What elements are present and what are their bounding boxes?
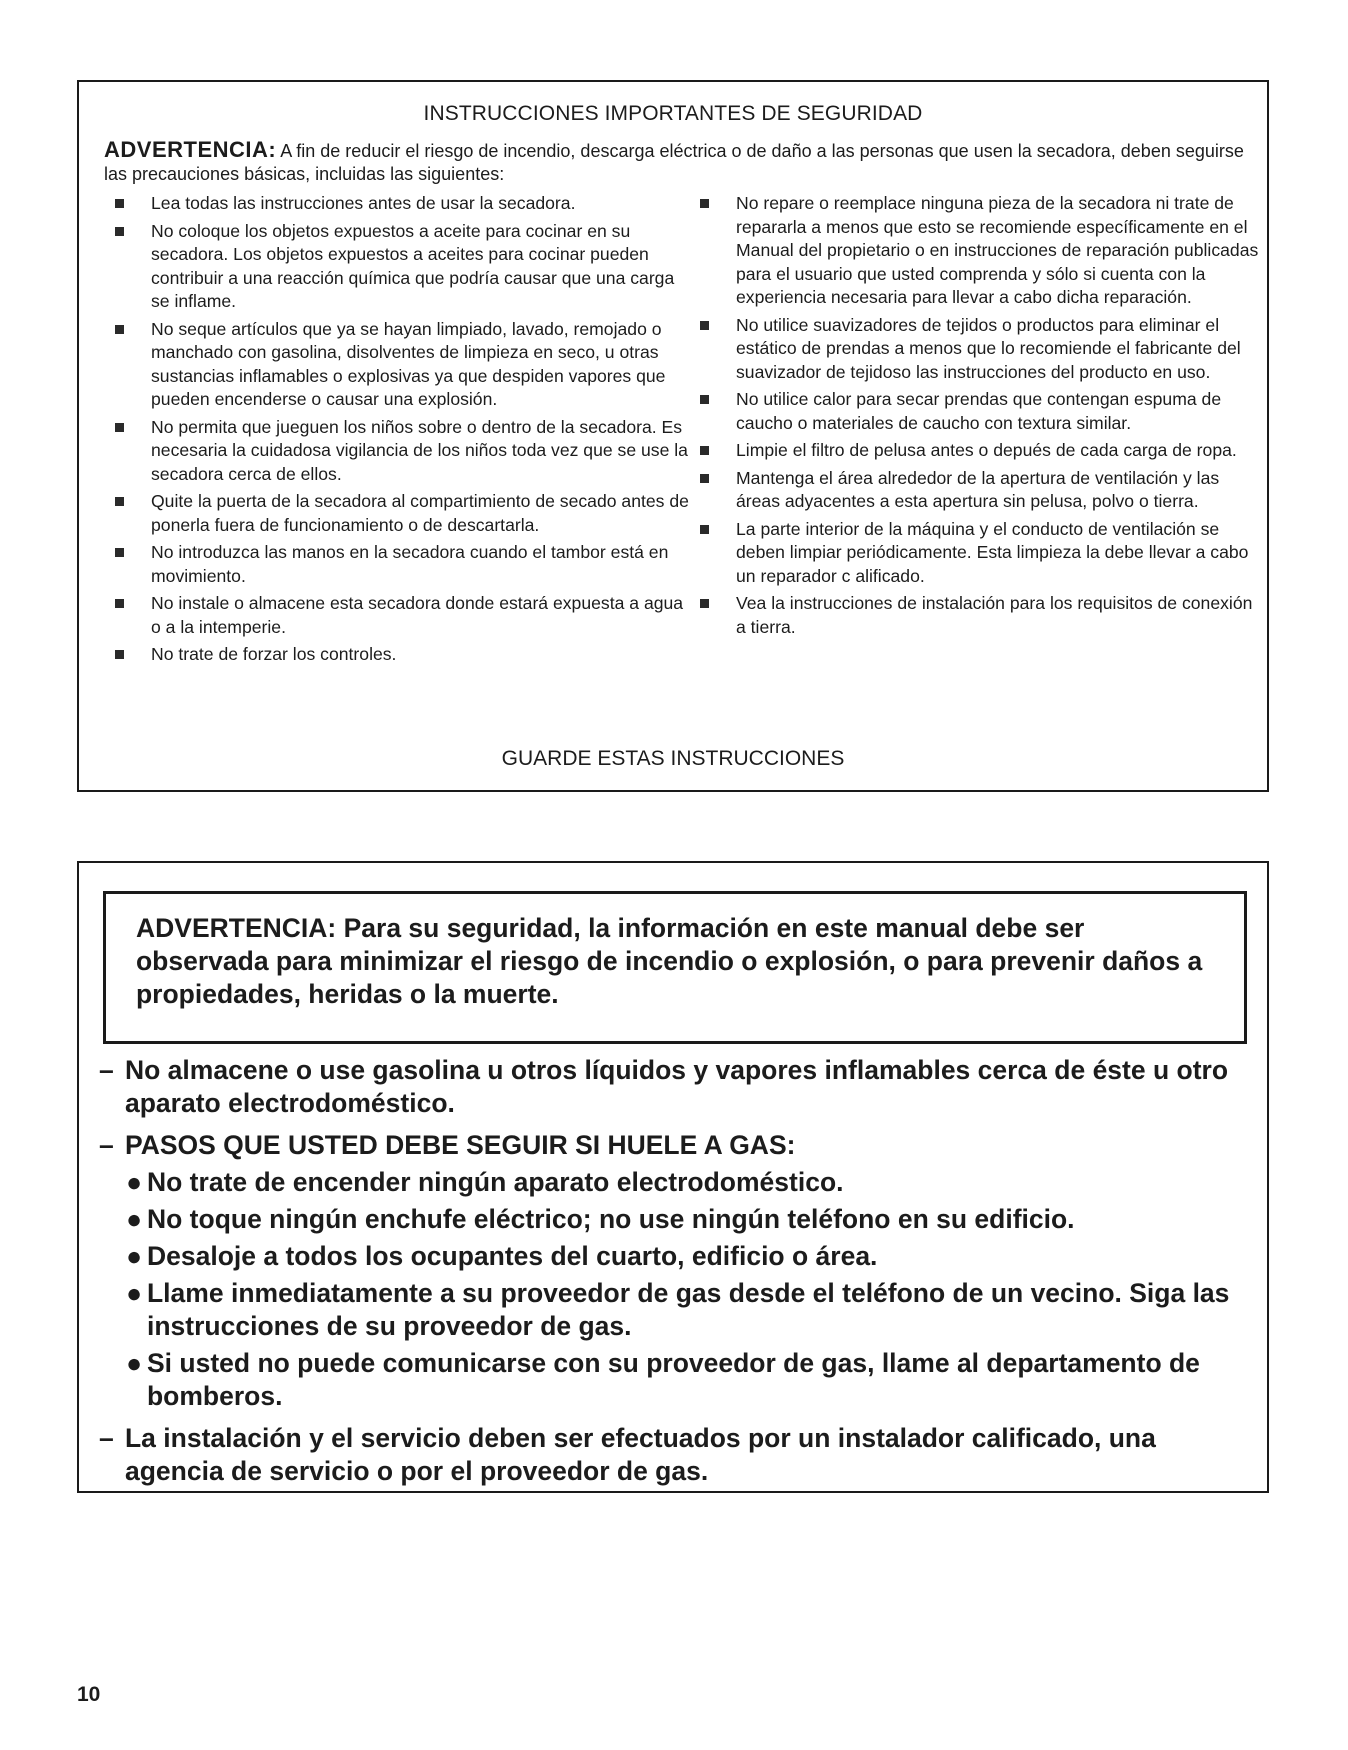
square-bullet-icon xyxy=(700,599,709,608)
list-item xyxy=(689,388,1264,435)
list-item xyxy=(104,592,689,639)
step-text: No toque ningún enchufe eléctrico; no use ningún teléfono en su edificio. xyxy=(147,1204,1075,1234)
dash-bullet-icon: – xyxy=(99,1130,114,1160)
safety-intro xyxy=(104,138,1247,186)
list-item xyxy=(99,1129,1247,1162)
list-item-text: La instalación y el servicio deben ser efectuados por un instalador calificado, una agencia de servicio o por el proveedor de gas. xyxy=(125,1423,1156,1486)
list-item-text: Quite la puerta de la secadora al compartimiento de secado antes de ponerla fuera de funcionamiento o de descartarla. xyxy=(151,491,689,535)
step-text: Llame inmediatamente a su proveedor de gas desde el teléfono de un vecino. Siga las instrucciones de su proveedor de gas. xyxy=(147,1278,1230,1341)
list-item-text: No repare o reemplace ninguna pieza de la secadora ni trate de repararla a menos que esto se recomiende específicamente en el Manual del propietario o en instrucciones de reparación publicadas para el usuario que usted comprenda y sólo si cuenta con la experiencia necesaria para llevar a cabo dicha reparación. xyxy=(736,193,1259,307)
square-bullet-icon xyxy=(115,227,124,236)
square-bullet-icon xyxy=(115,599,124,608)
square-bullet-icon xyxy=(700,395,709,404)
square-bullet-icon xyxy=(700,525,709,534)
list-item xyxy=(104,220,689,314)
warning-label: ADVERTENCIA: xyxy=(104,137,277,162)
square-bullet-icon xyxy=(700,446,709,455)
list-item-text: No utilice calor para secar prendas que contengan espuma de caucho o materiales de caucho con textura similar. xyxy=(736,389,1222,433)
dot-bullet-icon: ● xyxy=(126,1348,143,1378)
dot-bullet-icon: ● xyxy=(126,1241,143,1271)
step-item xyxy=(99,1166,1247,1199)
list-item-text: No instale o almacene esta secadora donde estará expuesta a agua o a la intemperie. xyxy=(151,593,684,637)
safety-list-left xyxy=(104,192,689,671)
list-item-text: No utilice suavizadores de tejidos o productos para eliminar el estático de prendas a menos que lo recomiende el fabricante del suavizador de tejidoso las instrucciones del producto en uso. xyxy=(736,314,1241,382)
list-item xyxy=(99,1422,1247,1488)
list-item-text: No trate de forzar los controles. xyxy=(151,644,397,664)
square-bullet-icon xyxy=(700,474,709,483)
gas-warning-headline-box xyxy=(103,891,1247,1044)
list-item xyxy=(689,592,1264,639)
square-bullet-icon xyxy=(115,199,124,208)
list-item xyxy=(689,518,1264,589)
square-bullet-icon xyxy=(700,199,709,208)
list-item xyxy=(104,490,689,537)
safety-list-right xyxy=(689,192,1264,643)
list-item xyxy=(689,467,1264,514)
dot-bullet-icon: ● xyxy=(126,1167,143,1197)
list-item-text: Lea todas las instrucciones antes de usar la secadora. xyxy=(151,193,576,213)
list-item-text: Mantenga el área alrededor de la apertura de ventilación y las áreas adyacentes a esta apertura sin pelusa, polvo o tierra. xyxy=(736,467,1220,511)
list-item-text: No coloque los objetos expuestos a aceite para cocinar en su secadora. Los objetos expuestos a aceites para cocinar pueden contribuir a una reacción química que podría causar que una carga se inflame. xyxy=(151,220,675,311)
list-item xyxy=(104,416,689,487)
list-item xyxy=(99,1054,1247,1120)
safety-title: INSTRUCCIONES IMPORTANTES DE SEGURIDAD xyxy=(423,102,923,125)
step-item xyxy=(99,1347,1247,1413)
list-item xyxy=(104,192,689,216)
square-bullet-icon xyxy=(115,423,124,432)
list-item-text: No permita que jueguen los niños sobre o dentro de la secadora. Es necesaria la cuidadosa vigilancia de los niños toda vez que se use la secadora cerca de ellos. xyxy=(151,416,688,484)
list-item xyxy=(689,192,1264,310)
save-instructions-footer: GUARDE ESTAS INSTRUCCIONES xyxy=(501,747,845,770)
step-item xyxy=(99,1277,1247,1343)
square-bullet-icon xyxy=(700,321,709,330)
list-item-text: No almacene o use gasolina u otros líquidos y vapores inflamables cerca de éste u otro aparato electrodoméstico. xyxy=(125,1055,1229,1118)
step-text: Si usted no puede comunicarse con su proveedor de gas, llame al departamento de bomberos. xyxy=(147,1348,1200,1411)
dot-bullet-icon: ● xyxy=(126,1204,143,1234)
list-item xyxy=(104,541,689,588)
gas-warning-headline: ADVERTENCIA: Para su seguridad, la información en este manual debe ser observada para minimizar el riesgo de incendio o explosión, o para prevenir daños a propiedades, heridas o la muerte. xyxy=(136,913,1203,1009)
square-bullet-icon xyxy=(115,497,124,506)
safety-instructions-box xyxy=(77,80,1269,792)
list-item-text: No seque artículos que ya se hayan limpiado, lavado, remojado o manchado con gasolina, disolventes de limpieza en seco, u otras sustancias inflamables o explosivas ya que despiden vapores que pueden encenderse o causar una explosión. xyxy=(151,318,666,409)
square-bullet-icon xyxy=(115,548,124,557)
step-item xyxy=(99,1203,1247,1236)
list-item-text: Limpie el filtro de pelusa antes o depués de cada carga de ropa. xyxy=(736,440,1237,460)
list-item xyxy=(104,318,689,412)
step-text: Desaloje a todos los ocupantes del cuarto, edificio o área. xyxy=(147,1241,878,1271)
list-item xyxy=(689,314,1264,385)
step-item xyxy=(99,1240,1247,1273)
dot-bullet-icon: ● xyxy=(126,1278,143,1308)
page-number: 10 xyxy=(77,1683,101,1706)
gas-warning-list xyxy=(99,1045,1247,1488)
dash-bullet-icon: – xyxy=(99,1423,114,1453)
step-text: No trate de encender ningún aparato electrodoméstico. xyxy=(147,1167,844,1197)
list-item-text: PASOS QUE USTED DEBE SEGUIR SI HUELE A GAS: xyxy=(125,1130,796,1160)
list-item xyxy=(104,643,689,667)
warning-text: A fin de reducir el riesgo de incendio, descarga eléctrica o de daño a las personas que usen la secadora, deben seguirse las precauciones básicas, incluidas las siguientes: xyxy=(104,141,1244,184)
square-bullet-icon xyxy=(115,650,124,659)
list-item-text: Vea la instrucciones de instalación para los requisitos de conexión a tierra. xyxy=(736,593,1253,637)
dash-bullet-icon: – xyxy=(99,1055,114,1085)
list-item-text: No introduzca las manos en la secadora cuando el tambor está en movimiento. xyxy=(151,542,669,586)
list-item xyxy=(689,439,1264,463)
gas-warning-box xyxy=(77,861,1269,1493)
square-bullet-icon xyxy=(115,325,124,334)
list-item-text: La parte interior de la máquina y el conducto de ventilación se deben limpiar periódicamente. Esta limpieza la debe llevar a cabo un reparador c alificado. xyxy=(736,518,1249,586)
